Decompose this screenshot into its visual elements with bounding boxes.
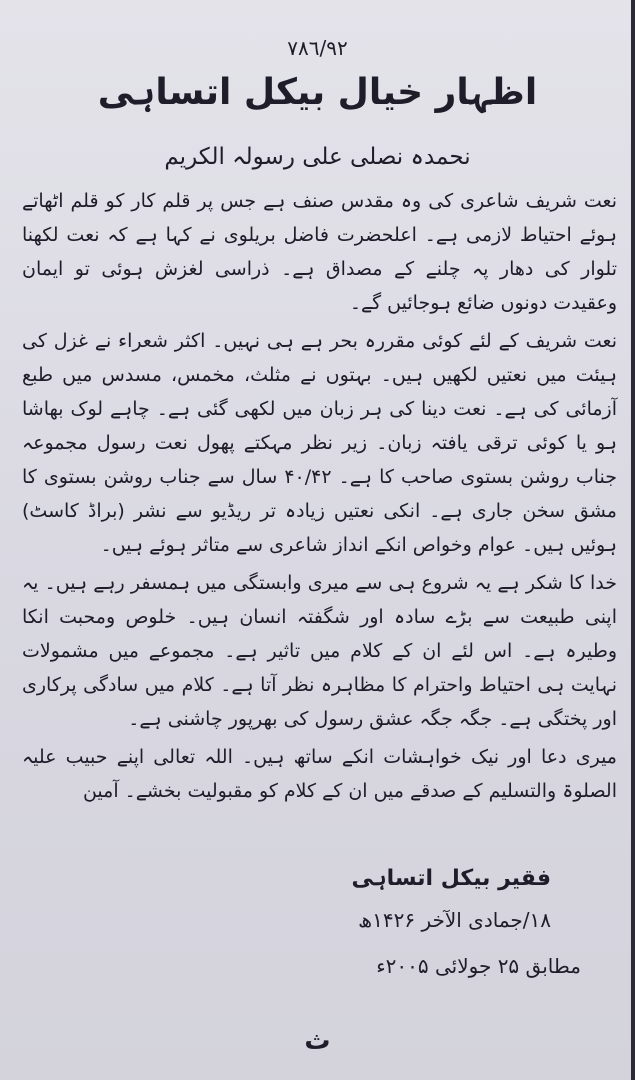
page-reference-number: ٧٨٦/٩٢ bbox=[287, 36, 348, 60]
paragraph: نعت شریف کے لئے کوئی مقررہ بحر ہے ہی نہیں۔ اکثر شعراء نے غزل کی ہیئت میں نعتیں لکھیں ہیں۔ بہتوں نے مثلث، مخمس، مسدس میں طبع آزمائی کی ہے۔ نعت دینا کی ہر زبان میں لکھی گئی ہے۔ چاہے لوک بھاشا ہو یا کوئی ترقی یافتہ زبان۔ زیر نظر مہکتے پھول نعت رسول مجموعہ جناب روشن بستوی صاحب کا ہے۔ ۴۰/۴۲ سال سے جناب روشن بستوی کا مشق سخن جاری ہے۔ انکی نعتیں زیادہ تر ریڈیو سے نشر (براڈ کاسٹ) ہوئیں ہیں۔ عوام وخواص انکے انداز شاعری سے متاثر ہوئے ہیں۔ bbox=[22, 330, 618, 556]
body-text bbox=[22, 184, 617, 808]
signature: فقیر بیکل اتساہی bbox=[351, 866, 551, 891]
invocation-line: نحمدہ نصلی علی رسولہ الکریم bbox=[164, 144, 471, 170]
paragraph: میری دعا اور نیک خواہشات انکے ساتھ ہیں۔ اللہ تعالی اپنے حبیب علیہ الصلوۃ والتسلیم کے صدقے میں ان کے کلام کو مقبولیت بخشے۔ آمین bbox=[22, 746, 617, 802]
page-title: اظہار خیال بیکل اتساہی bbox=[97, 72, 538, 113]
date-gregorian: مطابق ۲۵ جولائی ۲۰۰۵ء bbox=[376, 954, 581, 978]
paragraph: خدا کا شکر ہے یہ شروع ہی سے میری وابستگی میں ہمسفر رہے ہیں۔ یہ اپنی طبیعت سے بڑے سادہ اور شگفتہ انسان ہیں۔ خلوص ومحبت انکا وطیرہ ہے۔ اس لئے ان کے کلام میں تاثیر ہے۔ مجموعے میں مشمولات نہایت ہی احتیاط واحترام کا مظاہرہ نظر آتا ہے۔ کلام میں سادگی پرکاری اور پختگی ہے۔ جگہ جگہ عشق رسول کی بھرپور چاشنی ہے۔ bbox=[22, 572, 617, 730]
page-folio: ث bbox=[304, 1026, 331, 1056]
date-hijri: ۱۸/جمادی الآخر ۱۴۲۶ھ bbox=[358, 908, 551, 932]
page-edge-line bbox=[631, 0, 635, 1080]
paragraph: نعت شریف شاعری کی وہ مقدس صنف ہے جس پر قلم کار کو قلم اٹھاتے ہوئے احتیاط لازمی ہے۔ اعلحضرت فاضل بریلوی نے کہا ہے کہ نعت لکھنا تلوار کی دھار پہ چلنے کے مصداق ہے۔ ذراسی لغزش ہوئی تو ایمان وعقیدت دونوں ضائع ہوجائیں گے۔ bbox=[22, 190, 617, 314]
